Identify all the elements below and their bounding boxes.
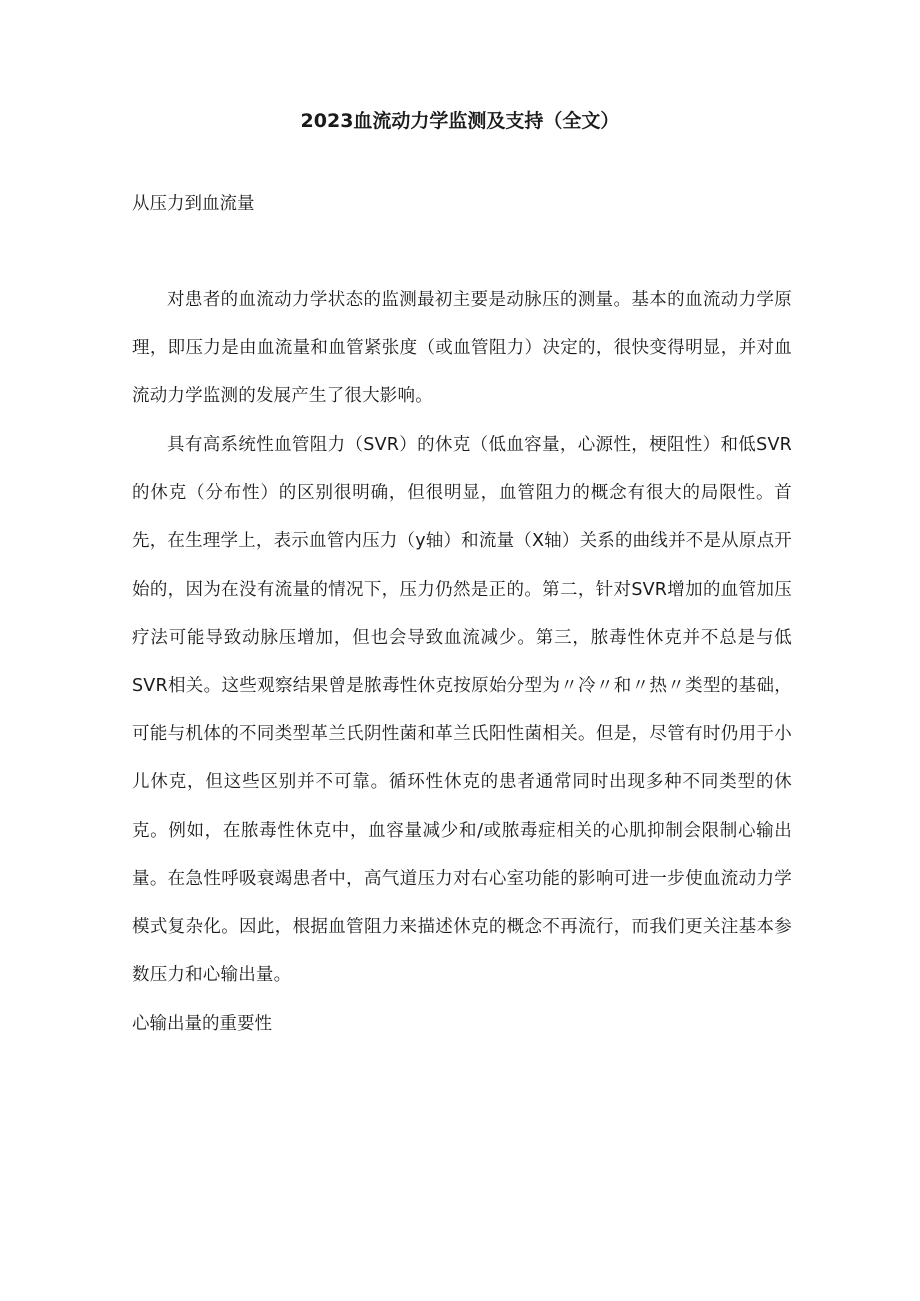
section-heading-pressure-to-flow: 从压力到血流量 bbox=[132, 194, 255, 214]
paragraph-intro: 对患者的血流动力学状态的监测最初主要是动脉压的测量。基本的血流动力学原理，即压力是由血流量和血管紧张度（或血管阻力）决定的，很快变得明显，并对血流动力学监测的发展产生了很大影响。 bbox=[132, 290, 792, 407]
section-heading-cardiac-output: 心输出量的重要性 bbox=[132, 1014, 272, 1034]
paragraph-svr-shock: 具有高系统性血管阻力（SVR）的休克（低血容量，心源性，梗阻性）和低SVR的休克（分布性）的区别很明确，但很明显，血管阻力的概念有很大的局限性。首先，在生理学上，表示血管内压力（y轴）和流量（X轴）关系的曲线并不是从原点开始的，因为在没有流量的情况下，压力仍然是正的。第二，针对SVR增加的血管加压疗法可能导致动脉压增加，但也会导致血流减少。第三，脓毒性休克并不总是与低SVR相关。这些观察结果曾是脓毒性休克按原始分型为〃冷〃和〃热〃类型的基础，可能与机体的不同类型革兰氏阴性菌和革兰氏阳性菌相关。但是，尽管有时仍用于小儿休克，但这些区别并不可靠。循环性休克的患者通常同时出现多种不同类型的休克。例如，在脓毒性休克中，血容量减少和/或脓毒症相关的心肌抑制会限制心输出量。在急性呼吸衰竭患者中，高气道压力对右心室功能的影响可进一步使血流动力学模式复杂化。因此，根据血管阻力来描述休克的概念不再流行，而我们更关注基本参数压力和心输出量。 bbox=[132, 435, 792, 986]
document-title: 2023血流动力学监测及支持（全文） bbox=[300, 110, 620, 132]
